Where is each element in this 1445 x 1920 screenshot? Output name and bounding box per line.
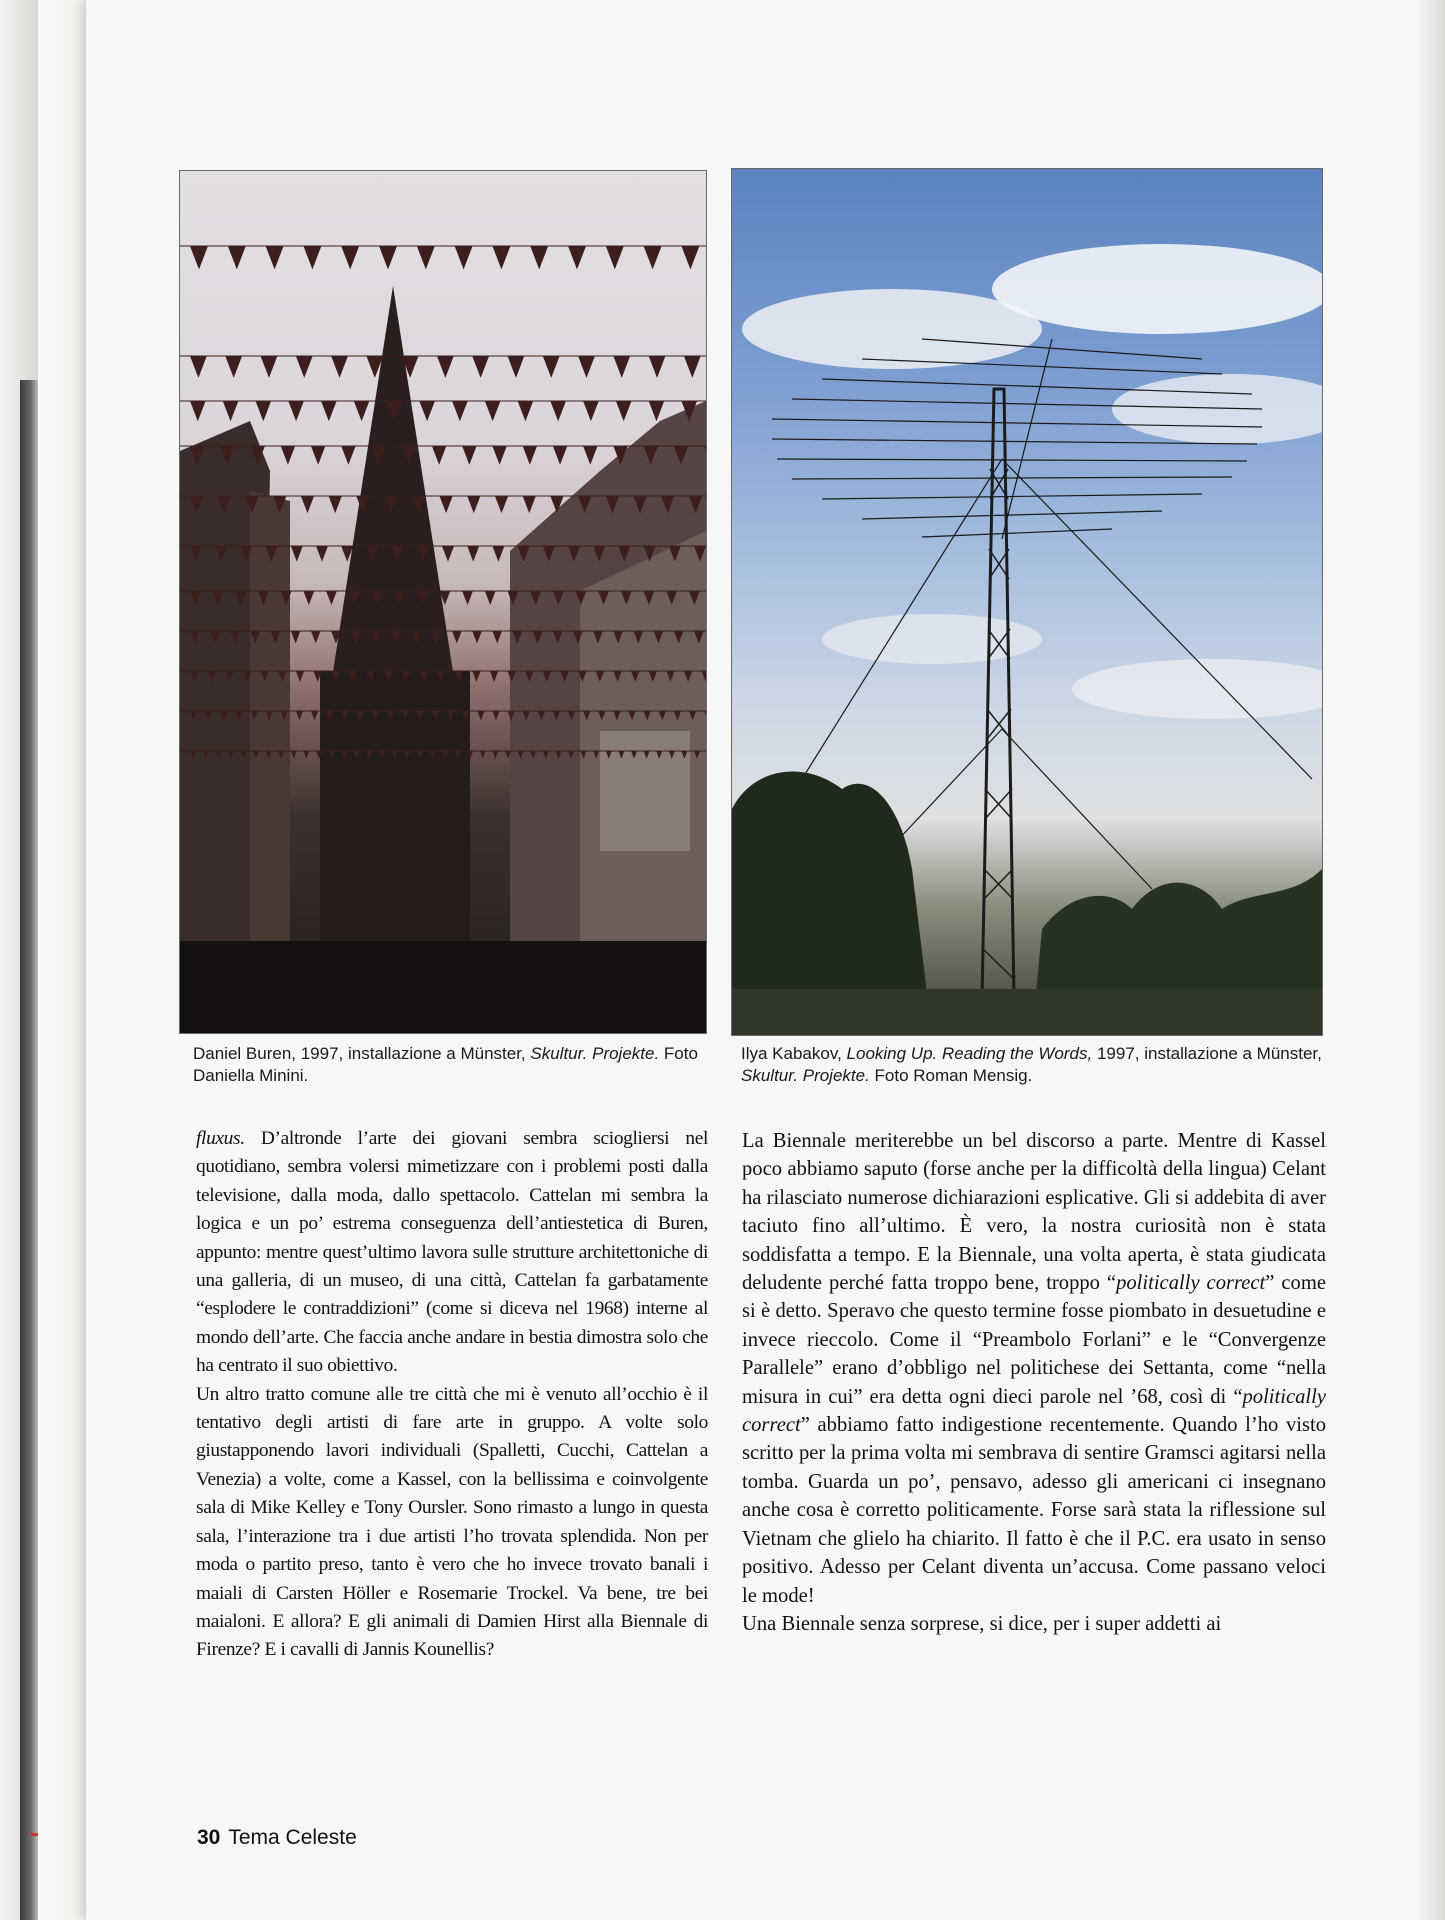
bunting-flag [321,401,337,421]
bunting-flag [291,546,303,562]
bunting-flag [303,591,314,605]
bunting-flag [341,446,355,465]
bunting-flag [644,246,662,269]
bunting-flag [432,446,446,465]
photo-caption-left [193,1043,713,1087]
bunting-flag [225,356,242,378]
caption-right-title: Looking Up. Reading the Words, [846,1044,1093,1063]
bunting-flag [492,711,499,720]
bunting-flag [311,711,318,720]
paragraph [742,1127,1326,1610]
bunting-flag [316,546,328,562]
paragraph: Una Biennale senza sorprese, si dice, per i super addetti ai [742,1612,1222,1635]
bunting-flag [341,246,359,269]
bunting-flag [442,546,454,562]
bunting-flag [472,671,480,682]
bunting-flag [492,446,506,465]
bunting-flag [266,246,284,269]
page-footer [197,1826,357,1850]
publication-name: Tema Celeste [228,1826,357,1849]
body-column-right [742,1127,1326,1638]
bunting-flag [296,711,303,720]
bunting-flag [288,401,304,421]
bunting-flag [492,246,510,269]
paragraph-text: D’altronde l’arte dei giovani sembra sciogliersi nel quotidiano, sembra volersi mimetizzare con i problemi posti dalla televisione, dalla moda, dallo spettacolo. Cattelan mi sembra la logica e un po’ estrema conseguenza dell’antiestetica di Buren, appunto: mentre quest’ultimo lavora sulle strutture architettoniche di una galleria, di un museo, di una città, Cattelan fa garbatamente “esplodere le contraddizioni” (come si diceva nel 1968) interne al mondo dell’arte. Che faccia anche andare in bestia dimostra solo che ha centrato il suo obiettivo. [196,1128,708,1377]
bunting-flag [492,546,504,562]
bunting-flag [379,246,397,269]
scan-binding-stripe [20,380,38,1920]
bunting-flag [190,401,206,421]
bunting-flag [354,401,370,421]
bunting-flag [462,446,476,465]
bunting-flag [452,631,462,643]
bunting-flag [467,546,479,562]
bunting-flag [477,711,484,720]
bunting-flag [256,401,272,421]
paragraph-text: La Biennale meriterebbe un bel discorso a parte. Mentre di Kassel poco abbiamo saputo (forse anche per la difficoltà della lingua) Celant ha rilasciato numerose dichiarazioni esplicative. Gli si addebita di aver taciuto fino all’ultimo. È vero, la nostra curiosità non è stata soddisfatta a tempo. E la Biennale, una volta aperta, è stata giudicata deludente perché fatta troppo bene, troppo “ [742,1130,1326,1295]
bunting-flag [518,401,534,421]
bunting-flag [261,356,278,378]
bunting-flag [616,401,632,421]
bunting-flag [523,496,536,513]
bunting-flag [523,446,537,465]
bunting-flag [291,751,297,759]
bunting-flag [550,401,566,421]
bunting-flag [455,246,473,269]
bunting-flag [291,631,301,643]
bunting-flag [303,246,321,269]
caption-left-italic: Skultur. Projekte. [530,1044,660,1063]
caption-right-artist: Ilya Kabakov, [741,1044,847,1063]
bunting-flag [472,631,482,643]
bunting-flag [419,401,435,421]
bunting-flag [301,496,314,513]
bunting-flag [578,356,595,378]
bunting-flag [553,446,567,465]
caption-right-italic: Skultur. Projekte. [741,1066,870,1085]
bunting-flag [583,446,597,465]
paragraph [196,1125,708,1381]
bunting-flag [480,751,486,759]
bunting-flag [329,496,342,513]
bunting-flag [452,401,468,421]
bunting-flag [530,246,548,269]
bunting-flag [228,246,246,269]
page-number: 30 [197,1826,221,1849]
bunting-flag [649,356,666,378]
bunting-flag [583,401,599,421]
bunting-flag [492,751,498,759]
italic-term: politically correct [1116,1272,1266,1295]
caption-left-credit: Foto Daniella Minini. [193,1044,698,1085]
bunting-flag [223,401,239,421]
bunting-flag [606,246,624,269]
bunting-flag [437,356,454,378]
photo-buren-installation [179,170,707,1034]
caption-right-text: 1997, installazione a Münster, [1092,1044,1322,1063]
bunting-flag [684,356,701,378]
bunting-flag [508,356,525,378]
bunting-flag [492,631,502,643]
paragraph: Un altro tratto comune alle tre città che mi è venuto all’occhio è il tentativo degli artisti di fare arte in gruppo. A volte solo giustapponendo lavori individuali (Spalletti, Cucchi, Cattelan a Venezia) a volte, come a Kassel, con la bellissima e coinvolgente sala di Mike Kelley e Tony Oursler. Sono rimasto a lungo in questa sala, l’interazione tra i due artisti l’ho trovata splendida. Non per moda o partito preso, tanto è vero che ho invece trovato banali i maiali di Carsten Höller e Rosemarie Trockel. Va bene, tre bei maialoni. E allora? E gli animali di Damien Hirst alla Biennale di Firenze? E i cavalli di Jannis Kounellis? [196,1383,708,1661]
italic-term: politically correct [742,1385,1326,1437]
bunting-flag [303,751,309,759]
bunting-flag [439,496,452,513]
caption-left-text: Daniel Buren, 1997, installazione a Münster, [193,1044,531,1063]
caption-right-credit: Foto Roman Mensig. [869,1066,1033,1085]
bunting-flag [281,446,295,465]
bunting-flag [543,356,560,378]
bunting-flag [311,631,321,643]
bunting-flag [681,246,699,269]
bunting-flag [485,591,496,605]
photo-kabakov-antenna [731,168,1323,1036]
bunting-flag [296,671,304,682]
photo-caption-right [741,1043,1327,1087]
bunting-flag [417,246,435,269]
bunting-flag [190,356,207,378]
underlying-page [38,0,89,1920]
body-column-left [196,1125,708,1665]
bunting-flag [311,446,325,465]
bunting-flag [649,401,665,421]
bunting-flag [190,246,208,269]
bunting-flag [490,671,498,682]
paragraph-text: ” abbiamo fatto indigestione recentemente. Quando l’ho visto scritto per la prima volta mi sembrava di sentire Gramsci agitarsi nella tomba. Guarda un po’, pensavo, adesso gli americani ci insegnano anche cosa è corretto politicamente. Forse sarà stata la riflessione sul Vietnam che glielo ha chiarito. Il fatto è che il P.C. era usato in senso positivo. Adesso per Celant diventa un’accusa. Come passano veloci le mode! [742,1414,1326,1607]
bunting-flag [568,246,586,269]
italic-term: fluxus. [196,1128,245,1149]
bunting-flag [485,401,501,421]
paragraph-text: ” come si è detto. Speravo che questo termine fosse piombato in desuetudine e invece rieccolo. Come il “Preambolo Forlani” e le “Convergenze Parallele” erano d’obbligo nel politichese dei Settanta, come “nella misura in cui” era detta ogni dieci parole nel ’68, così di “ [742,1272,1326,1408]
bunting-flag [472,356,489,378]
bunting-flag [467,496,480,513]
bunting-flag [462,591,473,605]
bunting-flag [495,496,508,513]
bunting-flag [613,356,630,378]
bunting-flag [331,356,348,378]
bunting-flag [326,591,337,605]
bunting-flag [296,356,313,378]
